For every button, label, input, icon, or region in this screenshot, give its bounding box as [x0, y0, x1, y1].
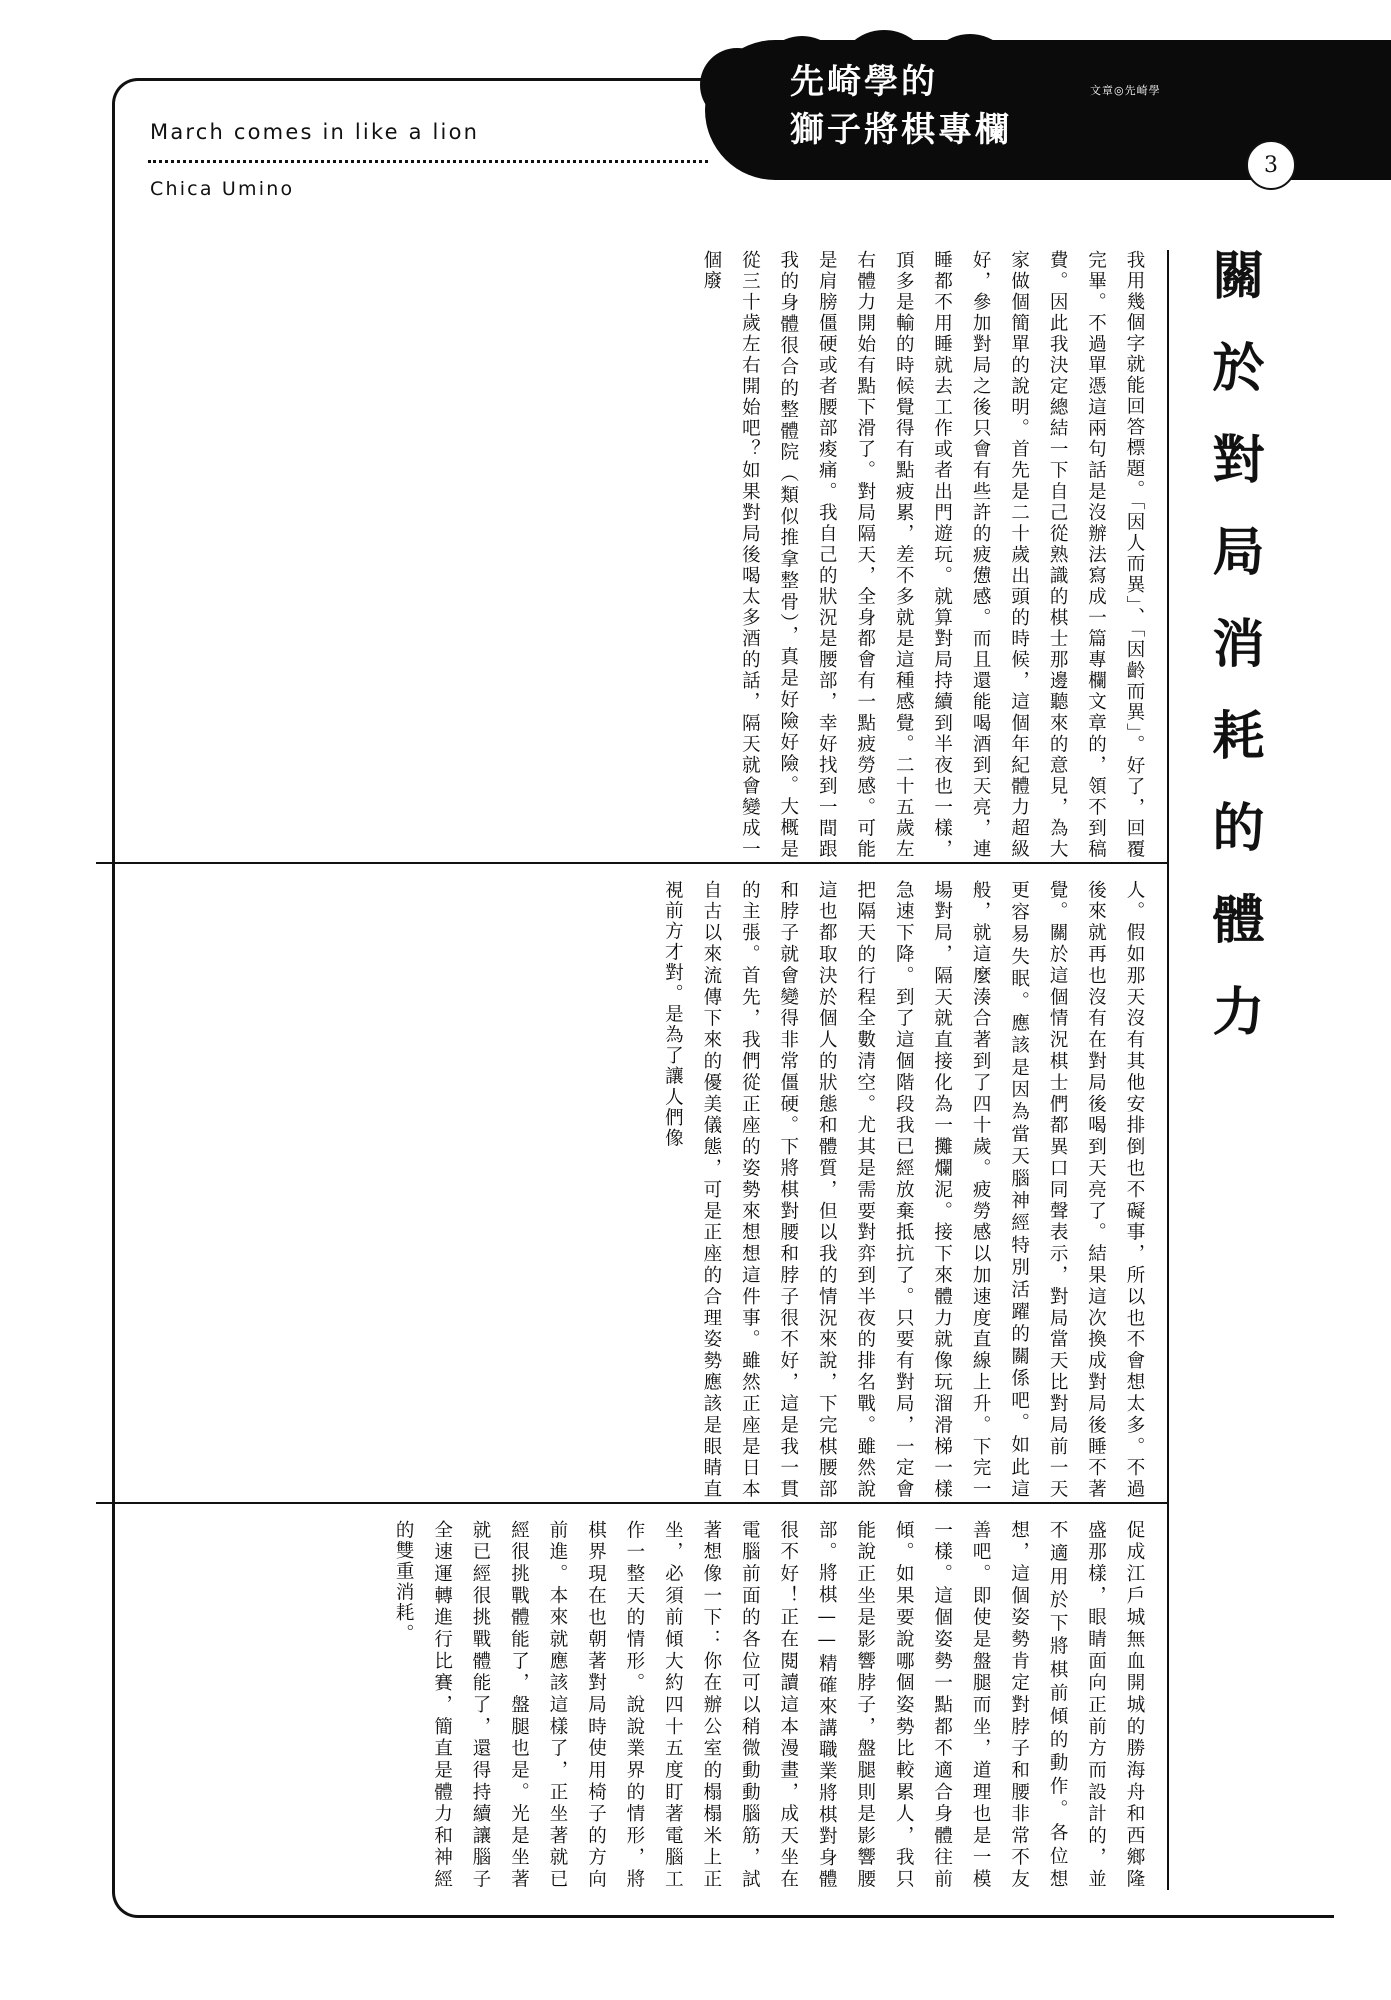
series-title-english: March comes in like a lion	[150, 120, 480, 144]
series-author-english: Chica Umino	[150, 178, 295, 200]
body-text-section-2: 人。假如那天沒有其他安排倒也不礙事，所以也不會想太多。不過後來就再也沒有在對局後喝到天亮了。結果這次換成對局後睡不著覺。關於這個情況棋士們都異口同聲表示，對局當天比對局前一天更容易失眠。應該是因為當天腦神經特別活躍的關係吧。如此這般，就這麼湊合著到了四十歲。疲勞感以加速度直線上升。下完一場對局，隔天就直接化為一攤爛泥。接下來體力就像玩溜滑梯一樣急速下降。到了這個階段我已經放棄抵抗了。只要有對局，一定會把隔天的行程全數清空。尤其是需要對弈到半夜的排名戰。雖然說這也都取決於個人的狀態和體質，但以我的情況來說，下完棋腰部和脖子就會變得非常僵硬。下將棋對腰和脖子很不好，這是我一貫的主張。首先，我們從正座的姿勢來想想這件事。雖然正座是日本自古以來流傳下來的優美儀態，可是正座的合理姿勢應該是眼睛直視前方才對。是為了讓人們像	[662, 880, 1145, 1500]
header-title-line2: 獅子將棋專欄	[790, 110, 1012, 151]
header-title-line1: 先崎學的	[790, 62, 938, 102]
headline-separator-rule	[1167, 250, 1169, 1890]
section-divider-2	[96, 1502, 1169, 1504]
header-title	[790, 58, 1210, 155]
page-title: 關於對局消耗的體力	[1203, 248, 1264, 1076]
body-text-section-3: 促成江戶城無血開城的勝海舟和西鄉隆盛那樣，眼睛面向正前方而設計的，並不適用於下將棋前傾的動作。各位想想，這個姿勢肯定對脖子和腰非常不友善吧。即使是盤腿而坐，道理也是一模一樣。這個姿勢一點都不適合身體往前傾。如果要說哪個姿勢比較累人，我只能說正坐是影響脖子，盤腿則是影響腰部。將棋——精確來講職業將棋對身體很不好！正在閱讀這本漫畫，成天坐在電腦前面的各位可以稍微動動腦筋，試著想像一下：你在辦公室的榻榻米上正坐，必須前傾大約四十五度盯著電腦工作一整天的情形。說說業界的情形，將棋界現在也朝著對局時使用椅子的方向前進。本來就應該這樣了，正坐著就已經很挑戰體能了，盤腿也是。光是坐著就已經很挑戰體能了，還得持續讓腦子全速運轉進行比賽，簡直是體力和神經的雙重消耗。	[393, 1520, 1145, 1890]
dotted-divider	[148, 160, 708, 163]
header-byline: 文章◎先崎學	[1090, 84, 1161, 97]
body-text-section-1: 我用幾個字就能回答標題。「因人而異」、「因齡而異」。好了，回覆完畢。不過單憑這兩句話是沒辦法寫成一篇專欄文章的，領不到稿費。因此我決定總結一下自己從熟識的棋士那邊聽來的意見，為大家做個簡單的說明。首先是二十歲出頭的時候，這個年紀體力超級好，參加對局之後只會有些許的疲憊感。而且還能喝酒到天亮，連睡都不用睡就去工作或者出門遊玩。就算對局持續到半夜也一樣，頂多是輸的時候覺得有點疲累，差不多就是這種感覺。二十五歲左右體力開始有點下滑了。對局隔天，全身都會有一點疲勞感。可能是肩膀僵硬或者腰部痠痛。我自己的狀況是腰部，幸好找到一間跟我的身體很合的整體院（類似推拿整骨），真是好險好險。大概是從三十歲左右開始吧？如果對局後喝太多酒的話，隔天就會變成一個廢	[700, 250, 1145, 860]
page-number: 3	[1246, 140, 1296, 190]
section-divider-1	[96, 862, 1169, 864]
